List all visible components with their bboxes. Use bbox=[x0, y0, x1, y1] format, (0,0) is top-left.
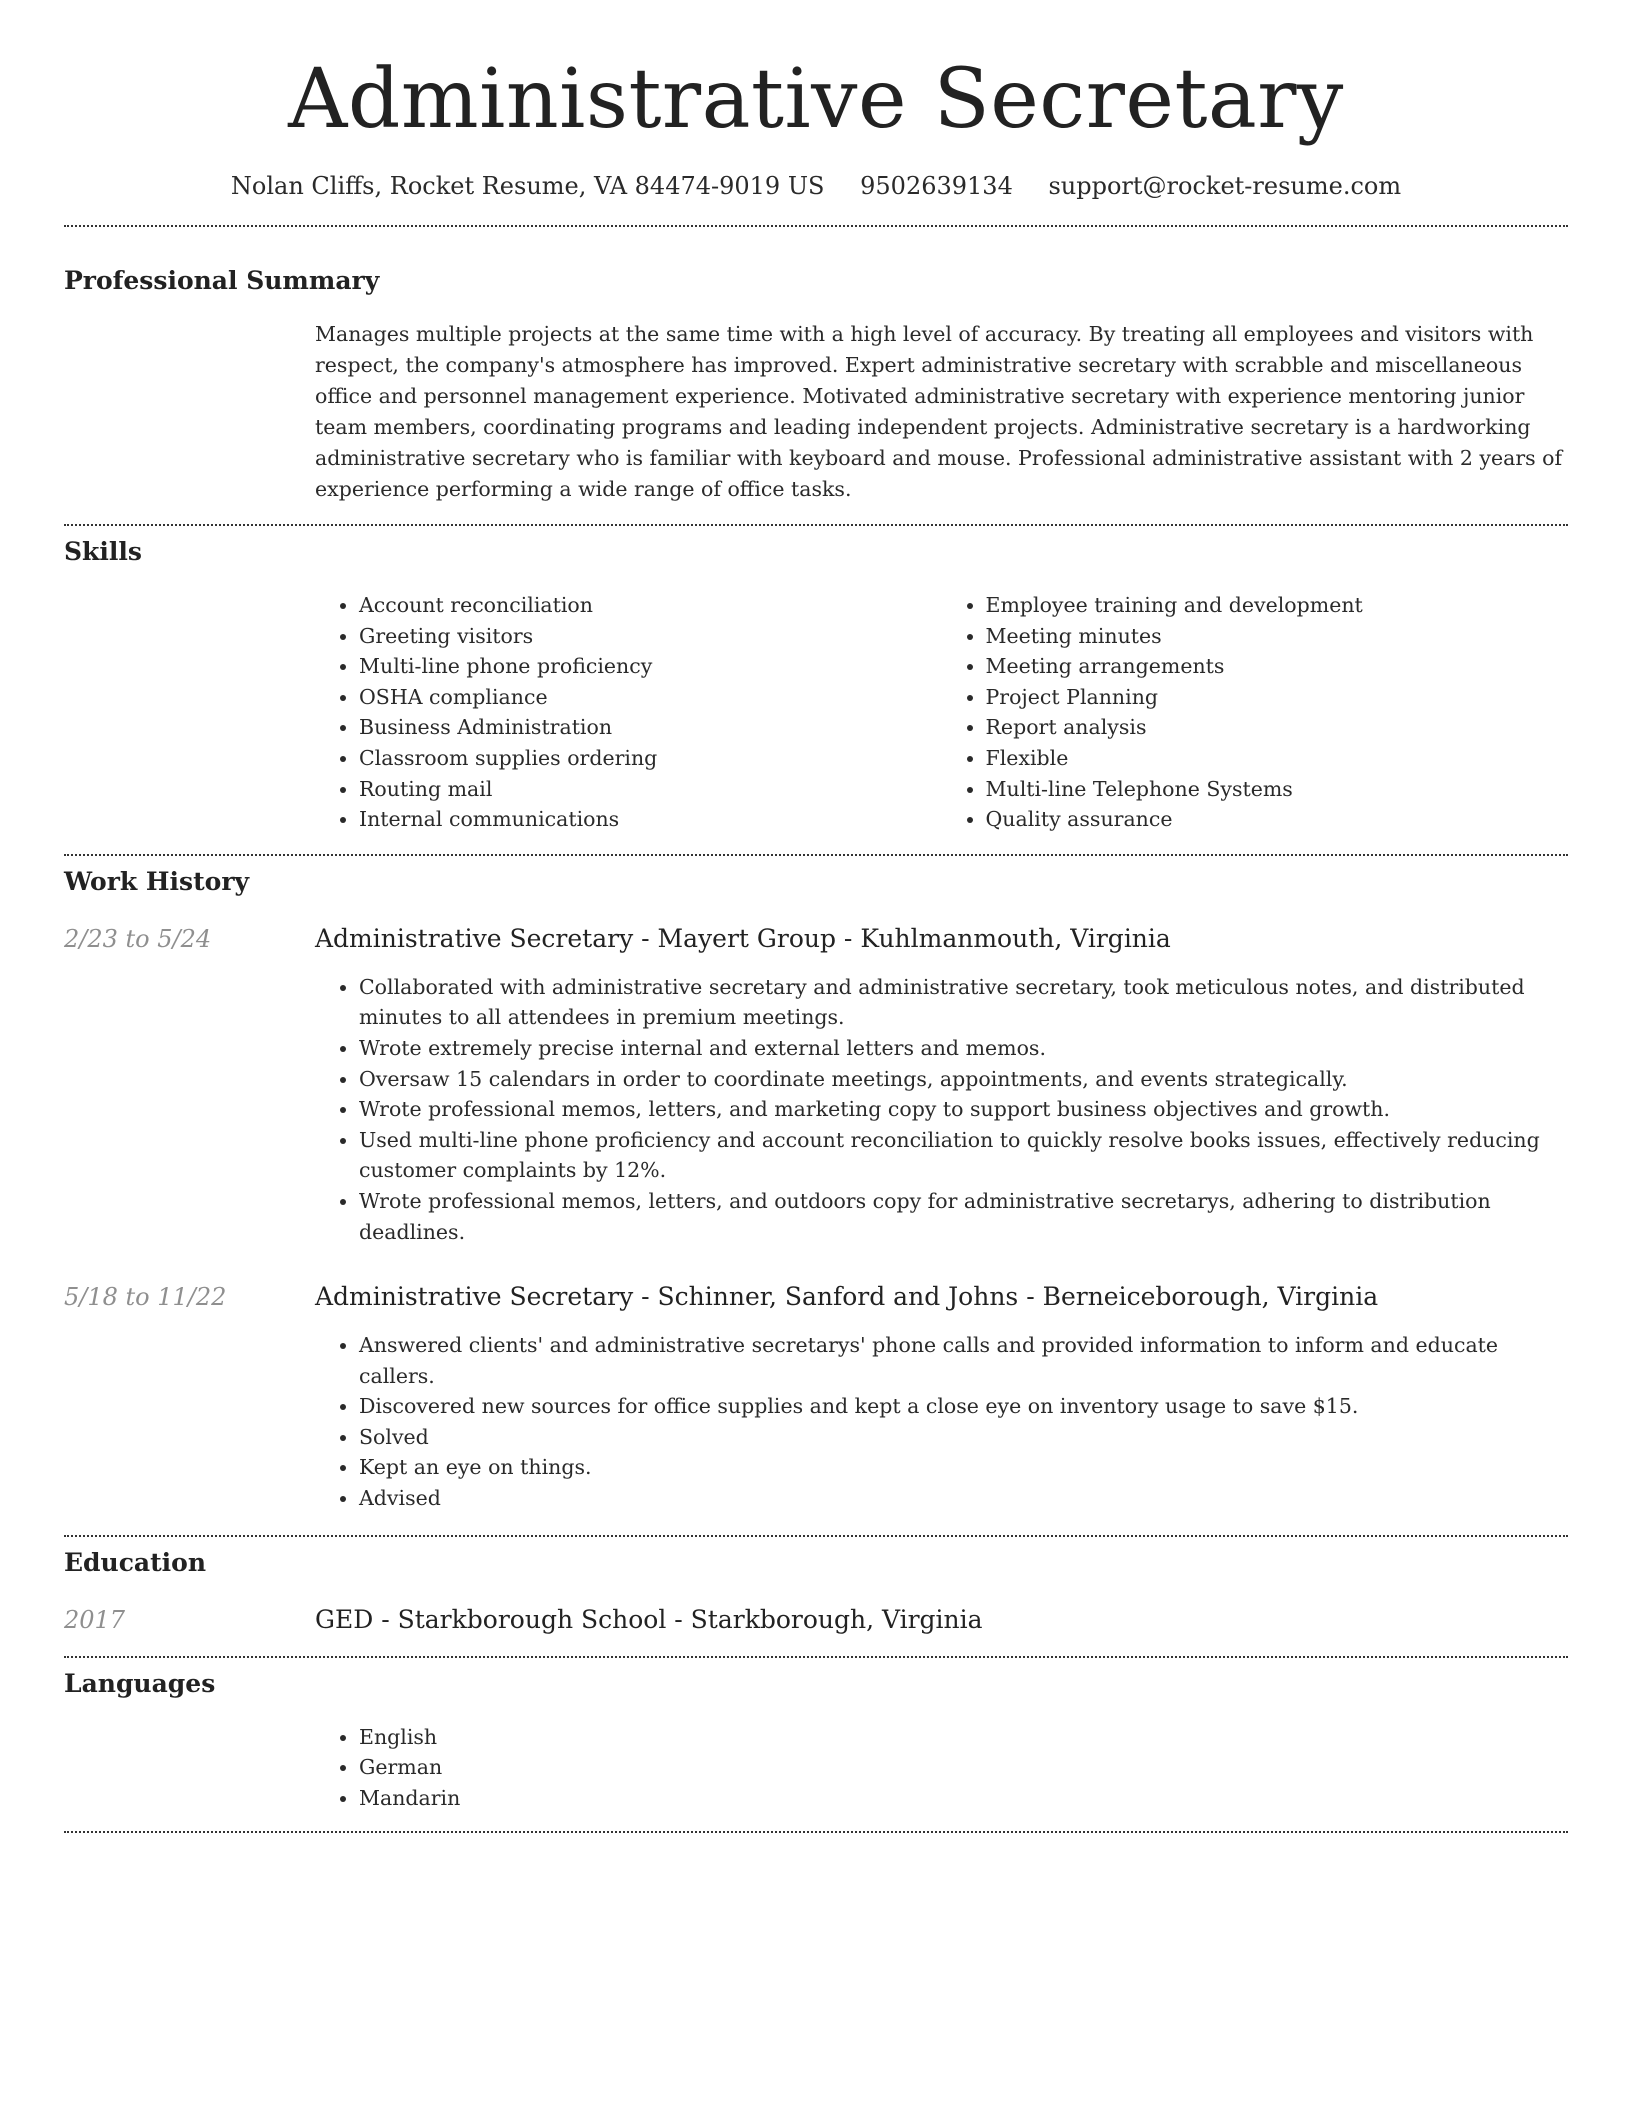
section-heading-skills: Skills bbox=[64, 537, 142, 566]
skill-item: • Project Planning bbox=[986, 682, 1569, 713]
summary-section bbox=[64, 265, 1568, 505]
section-heading-education: Education bbox=[64, 1547, 207, 1577]
summary-text: Manages multiple projects at the same time with a high level of accuracy. By treating all employees and visitors with respect, the company's atmosphere has improved. Expert administrative secretary with scrabble and miscellaneous office and personnel management experience. Motivated administrative secretary with experience mentoring junior team members, coordinating programs and leading independent projects. Administrative secretary is a hardworking administrative secretary who is familiar with keyboard and mouse. Professional administrative assistant with 2 years of experience performing a wide range of office tasks. bbox=[315, 322, 1563, 501]
job-dates: 5/18 to 11/22 bbox=[64, 1283, 227, 1312]
education-entry bbox=[64, 1604, 1568, 1636]
job-title: Administrative Secretary - Schinner, Sanford and Johns - Berneiceborough, Virginia bbox=[315, 1282, 1379, 1312]
divider bbox=[64, 524, 1568, 526]
contact-email: support@rocket-resume.com bbox=[1048, 172, 1402, 200]
skill-item: • Flexible bbox=[986, 743, 1569, 774]
job-bullet: • Collaborated with administrative secretary and administrative secretary, took meticulous notes, and distributed minutes to all attendees in premium meetings. bbox=[359, 972, 1568, 1033]
skill-item: • Report analysis bbox=[986, 712, 1569, 743]
job-dates: 2/23 to 5/24 bbox=[64, 924, 212, 953]
skill-item: • Internal communications bbox=[359, 804, 942, 835]
divider bbox=[64, 1535, 1568, 1537]
job-bullets bbox=[315, 1330, 1568, 1514]
job-bullet: • Answered clients' and administrative secretarys' phone calls and provided information to inform and educate callers. bbox=[359, 1330, 1568, 1391]
language-item: • English bbox=[359, 1722, 1568, 1753]
skills-list-right bbox=[942, 590, 1569, 835]
contact-address: Nolan Cliffs, Rocket Resume, VA 84474-9019 US bbox=[230, 172, 825, 200]
skills-grid bbox=[315, 590, 1568, 835]
job-bullet: • Discovered new sources for office supplies and kept a close eye on inventory usage to save $15. bbox=[359, 1391, 1568, 1422]
divider bbox=[64, 225, 1568, 227]
education-year: 2017 bbox=[64, 1605, 126, 1634]
skill-item: • Multi-line phone proficiency bbox=[359, 651, 942, 682]
section-heading-languages: Languages bbox=[64, 1668, 216, 1698]
job-bullets bbox=[315, 972, 1568, 1247]
job-bullet: • Solved bbox=[359, 1422, 1568, 1453]
divider bbox=[64, 1831, 1568, 1833]
job-bullet: • Advised bbox=[359, 1483, 1568, 1514]
languages-section bbox=[64, 1668, 1568, 1814]
skill-item: • Employee training and development bbox=[986, 590, 1569, 621]
divider bbox=[64, 854, 1568, 856]
education-title: GED - Starkborough School - Starkborough, Virginia bbox=[315, 1604, 983, 1634]
job-bullet: • Wrote professional memos, letters, and outdoors copy for administrative secretarys, adhering to distribution deadlines. bbox=[359, 1186, 1568, 1247]
job-bullet: • Kept an eye on things. bbox=[359, 1452, 1568, 1483]
language-item: • German bbox=[359, 1752, 1568, 1783]
skill-item: • Classroom supplies ordering bbox=[359, 743, 942, 774]
job-bullet: • Oversaw 15 calendars in order to coordinate meetings, appointments, and events strategically. bbox=[359, 1064, 1568, 1095]
job-entry bbox=[64, 1281, 1568, 1514]
language-item: • Mandarin bbox=[359, 1783, 1568, 1814]
skill-item: • Meeting minutes bbox=[986, 621, 1569, 652]
skill-item: • Multi-line Telephone Systems bbox=[986, 774, 1569, 805]
job-bullet: • Used multi-line phone proficiency and account reconciliation to quickly resolve books issues, effectively reducing customer complaints by 12%. bbox=[359, 1125, 1568, 1186]
contact-phone: 9502639134 bbox=[860, 172, 1013, 200]
work-section bbox=[64, 866, 1568, 1514]
divider bbox=[64, 1656, 1568, 1658]
job-bullet: • Wrote professional memos, letters, and marketing copy to support business objectives and growth. bbox=[359, 1094, 1568, 1125]
resume-title: Administrative Secretary bbox=[288, 52, 1344, 147]
skill-item: • Routing mail bbox=[359, 774, 942, 805]
skill-item: • OSHA compliance bbox=[359, 682, 942, 713]
section-heading-work: Work History bbox=[64, 866, 250, 896]
resume-page bbox=[64, 0, 1568, 1833]
job-entry bbox=[64, 923, 1568, 1247]
languages-list bbox=[315, 1722, 1568, 1814]
skill-item: • Quality assurance bbox=[986, 804, 1569, 835]
skill-item: • Account reconciliation bbox=[359, 590, 942, 621]
skill-item: • Business Administration bbox=[359, 712, 942, 743]
skill-item: • Greeting visitors bbox=[359, 621, 942, 652]
skills-list-left bbox=[315, 590, 942, 835]
skills-section bbox=[64, 536, 1568, 835]
skill-item: • Meeting arrangements bbox=[986, 651, 1569, 682]
job-bullet: • Wrote extremely precise internal and external letters and memos. bbox=[359, 1033, 1568, 1064]
contact-line bbox=[64, 170, 1568, 202]
education-section bbox=[64, 1547, 1568, 1636]
section-heading-summary: Professional Summary bbox=[64, 266, 380, 295]
job-title: Administrative Secretary - Mayert Group - Kuhlmanmouth, Virginia bbox=[315, 923, 1171, 953]
